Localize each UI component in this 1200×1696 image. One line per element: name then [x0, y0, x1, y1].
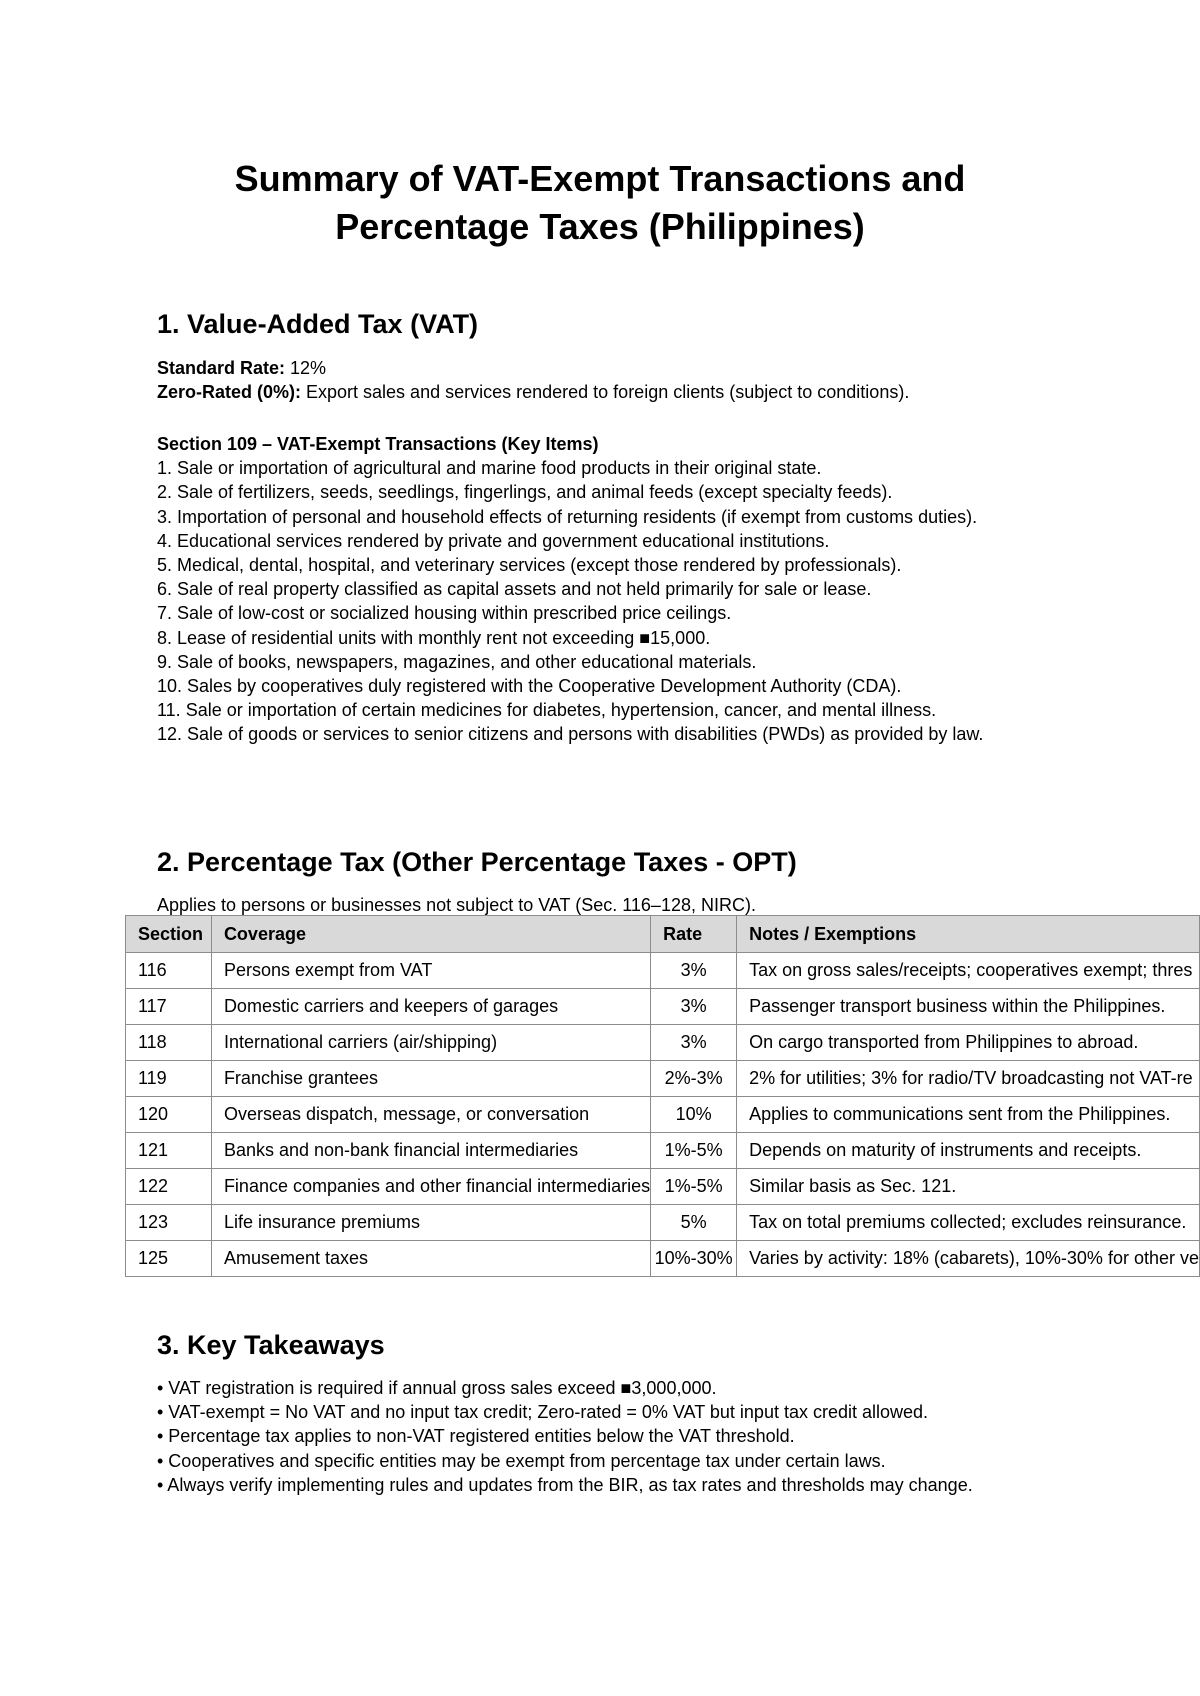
- cell-coverage: Overseas dispatch, message, or conversation: [211, 1097, 650, 1133]
- zero-rated-value: Export sales and services rendered to foreign clients (subject to conditions).: [301, 382, 910, 403]
- cell-section: 117: [126, 989, 212, 1025]
- list-item: 1. Sale or importation of agricultural and marine food products in their original state.: [157, 458, 822, 479]
- table-row: [126, 953, 1200, 989]
- table-row: [126, 1025, 1200, 1061]
- list-item: 8. Lease of residential units with monthly rent not exceeding ■15,000.: [157, 627, 711, 648]
- list-item: • Cooperatives and specific entities may be exempt from percentage tax under certain laws.: [157, 1450, 886, 1471]
- cell-coverage: Banks and non-bank financial intermediaries: [211, 1133, 650, 1169]
- cell-section: 121: [126, 1133, 212, 1169]
- cell-coverage: Amusement taxes: [211, 1241, 650, 1277]
- zero-rated-line: [157, 380, 1057, 404]
- title-line-2: Percentage Taxes (Philippines): [335, 206, 865, 247]
- cell-rate: 10%: [651, 1097, 737, 1133]
- standard-rate-line: [157, 356, 1057, 380]
- list-item: 3. Importation of personal and household effects of returning residents (if exempt from customs duties).: [157, 506, 978, 527]
- takeaways-heading: 3. Key Takeaways: [157, 1330, 385, 1360]
- cell-coverage: Persons exempt from VAT: [211, 953, 650, 989]
- list-item: 2. Sale of fertilizers, seeds, seedlings, fingerlings, and animal feeds (except specialty feeds).: [157, 482, 893, 503]
- vat-heading: 1. Value-Added Tax (VAT): [157, 309, 479, 339]
- list-item: 10. Sales by cooperatives duly registered with the Cooperative Development Authority (CDA).: [157, 676, 902, 697]
- title-line-1: Summary of VAT-Exempt Transactions and: [234, 158, 966, 199]
- cell-coverage: Franchise grantees: [211, 1061, 650, 1097]
- opt-intro: Applies to persons or businesses not subject to VAT (Sec. 116–128, NIRC).: [157, 895, 756, 915]
- cell-coverage: Life insurance premiums: [211, 1205, 650, 1241]
- cell-section: 116: [126, 953, 212, 989]
- opt-heading: 2. Percentage Tax (Other Percentage Taxes - OPT): [157, 847, 797, 877]
- cell-rate: 1%-5%: [651, 1133, 737, 1169]
- cell-notes: On cargo transported from Philippines to abroad.: [737, 1025, 1200, 1061]
- cell-section: 119: [126, 1061, 212, 1097]
- cell-rate: 5%: [651, 1205, 737, 1241]
- table-row: [126, 1169, 1200, 1205]
- cell-rate: 10%-30%: [651, 1241, 737, 1277]
- document-title: [100, 155, 1100, 251]
- list-item: 9. Sale of books, newspapers, magazines, and other educational materials.: [157, 651, 757, 672]
- list-item: • VAT-exempt = No VAT and no input tax credit; Zero-rated = 0% VAT but input tax credit allowed.: [157, 1402, 929, 1423]
- list-item: • Percentage tax applies to non-VAT registered entities below the VAT threshold.: [157, 1426, 795, 1447]
- table-row: [126, 1133, 1200, 1169]
- table-row: [126, 1097, 1200, 1133]
- opt-table: [125, 915, 1200, 1277]
- table-row: [126, 989, 1200, 1025]
- section109-heading: Section 109 – VAT-Exempt Transactions (Key Items): [157, 434, 599, 454]
- cell-section: 118: [126, 1025, 212, 1061]
- column-header-section: Section: [126, 916, 212, 953]
- cell-section: 122: [126, 1169, 212, 1205]
- column-header-coverage: Coverage: [211, 916, 650, 953]
- list-item: 6. Sale of real property classified as capital assets and not held primarily for sale or lease.: [157, 579, 872, 600]
- list-item: • VAT registration is required if annual gross sales exceed ■3,000,000.: [157, 1378, 717, 1398]
- list-item: • Always verify implementing rules and updates from the BIR, as tax rates and thresholds may change.: [157, 1474, 973, 1495]
- cell-notes: 2% for utilities; 3% for radio/TV broadcasting not VAT-re: [737, 1061, 1200, 1097]
- vat-rates: [157, 356, 1057, 404]
- table-row: [126, 1241, 1200, 1277]
- table-row: [126, 1205, 1200, 1241]
- cell-rate: 3%: [651, 953, 737, 989]
- cell-notes: Passenger transport business within the Philippines.: [737, 989, 1200, 1025]
- cell-coverage: International carriers (air/shipping): [211, 1025, 650, 1061]
- cell-coverage: Domestic carriers and keepers of garages: [211, 989, 650, 1025]
- zero-rated-label: Zero-Rated (0%):: [157, 382, 302, 403]
- cell-section: 123: [126, 1205, 212, 1241]
- cell-coverage: Finance companies and other financial intermediaries: [211, 1169, 650, 1205]
- standard-rate-label: Standard Rate:: [157, 358, 286, 378]
- section109-list: [157, 432, 1047, 747]
- cell-section: 120: [126, 1097, 212, 1133]
- cell-section: 125: [126, 1241, 212, 1277]
- cell-notes: Applies to communications sent from the Philippines.: [737, 1097, 1200, 1133]
- takeaways-list: [157, 1376, 1017, 1497]
- cell-notes: Depends on maturity of instruments and receipts.: [737, 1133, 1200, 1169]
- list-item: 7. Sale of low-cost or socialized housing within prescribed price ceilings.: [157, 603, 732, 624]
- standard-rate-value: 12%: [285, 358, 327, 378]
- cell-notes: Tax on gross sales/receipts; cooperatives exempt; thres: [737, 953, 1200, 989]
- cell-rate: 2%-3%: [651, 1061, 737, 1097]
- list-item: 11. Sale or importation of certain medicines for diabetes, hypertension, cancer, and mental illness.: [157, 700, 937, 721]
- list-item: 12. Sale of goods or services to senior citizens and persons with disabilities (PWDs) as provided by law.: [157, 724, 984, 745]
- table-header-row: [126, 916, 1200, 953]
- cell-rate: 1%-5%: [651, 1169, 737, 1205]
- column-header-rate: Rate: [651, 916, 737, 953]
- cell-rate: 3%: [651, 989, 737, 1025]
- list-item: 5. Medical, dental, hospital, and veterinary services (except those rendered by professionals).: [157, 555, 902, 576]
- table-row: [126, 1061, 1200, 1097]
- cell-notes: Similar basis as Sec. 121.: [737, 1169, 1200, 1205]
- cell-rate: 3%: [651, 1025, 737, 1061]
- cell-notes: Varies by activity: 18% (cabarets), 10%-30% for other ve: [737, 1241, 1200, 1277]
- cell-notes: Tax on total premiums collected; excludes reinsurance.: [737, 1205, 1200, 1241]
- list-item: 4. Educational services rendered by private and government educational institutions.: [157, 530, 830, 551]
- column-header-notes: Notes / Exemptions: [737, 916, 1200, 953]
